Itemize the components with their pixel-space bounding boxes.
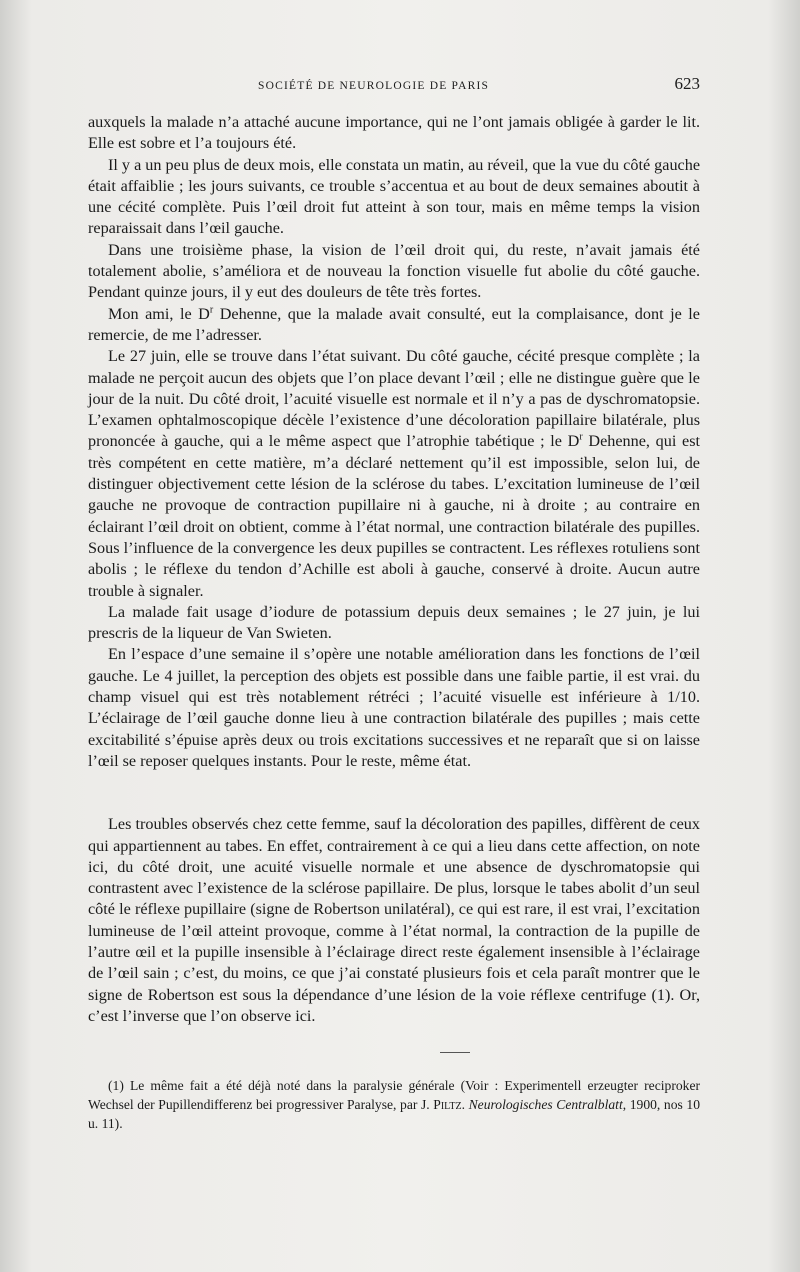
paragraph-5-part-b: Dehenne, qui est très compétent en cette matière, m’a déclaré nettement qu’il est impossible, selon lui, de distinguer objectivement cette lésion de la sclérose du tabes. L’excitation lumineuse de l’œil gauche ne provoque de contraction pupillaire ni à gauche, ni à droite ; au contraire en éclairant l’œil droit on obtient, comme à l’état normal, une contraction bilatérale des pupilles. Sous l’influence de la convergence les deux pupilles se contractent. Les réflexes rotuliens sont abolis ; le réflexe du tendon d’Achille est aboli à gauche, conservé à droite. Aucun autre trouble à signaler. [88,432,700,600]
footnote-text-c: , 1900, nos 10 u. 11). [88,1097,700,1131]
footnote-journal: Neurologisches Centralblatt [468,1097,623,1112]
running-head: SOCIÉTÉ DE NEUROLOGIE DE PARIS [258,80,490,92]
footnote-author: Piltz [433,1097,462,1112]
body-text [88,112,700,1027]
paragraph-3: Dans une troisième phase, la vision de l’œil droit qui, du reste, n’avait jamais été totalement abolie, s’améliora et de nouveau la fonction visuelle fut abolie du côté gauche. Pendant quinze jours, il y eut des douleurs de tête très fortes. [88,240,700,302]
section-break [88,772,700,814]
paragraph-1: auxquels la malade n’a attaché aucune importance, qui ne l’ont jamais obligée à garder le lit. Elle est sobre et l’a toujours été. [88,113,700,153]
paragraph-4 [88,304,700,347]
paragraph-5-part-a: Le 27 juin, elle se trouve dans l’état suivant. Du côté gauche, cécité presque complète ; la malade ne perçoit aucun des objets que l’on place devant l’œil ; elle ne distingue guère que le jour de la nuit. Du côté droit, l’acuité visuelle est normale et il n’y a pas de dyschromatopsie. L’examen ophtalmoscopique décèle l’existence d’une décoloration papillaire bilatérale, plus prononcée à gauche, qui a le même aspect que l’atrophie tabétique ; le D [88,347,700,451]
footnote-divider [440,1052,470,1053]
footnote-text-b: . [461,1097,469,1112]
page-header [88,74,700,100]
paragraph-4-part-b: Dehenne, que la malade avait consulté, eut la complaisance, dont je le remercie, de me l’adresser. [88,304,700,344]
paragraph-4-superscript: r [209,304,214,316]
footnote [88,1076,700,1133]
paragraph-4-part-a: Mon ami, le D [108,304,210,323]
page-number: 623 [674,74,700,93]
paragraph-2: Il y a un peu plus de deux mois, elle constata un matin, au réveil, que la vue du côté gauche était affaiblie ; les jours suivants, ce trouble s’accentua et au bout de deux semaines aboutit à une cécité complète. Puis l’œil droit fut atteint à son tour, mais en même temps la vision reparaissait dans l’œil gauche. [88,155,701,238]
paragraph-5-superscript: r [579,432,583,444]
paragraph-8: Les troubles observés chez cette femme, sauf la décoloration des papilles, diffèrent de ceux qui appartiennent au tabes. En effet, contrairement à ce qui a lieu dans cette affection, on note ici, du côté droit, une acuité visuelle normale et une absence de dyschromatopsie qui contrastent avec l’existence de la sclérose papillaire. De plus, lorsque le tabes abolit d’un seul côté le réflexe pupillaire (signe de Robertson unilatéral), ce qui est rare, il est vrai, l’excitation lumineuse de l’œil atteint provoque, comme à l’état normal, la contraction de la pupille de l’autre œil et la pupille insensible à l’éclairage direct reste également insensible à l’éclairage de l’œil sain ; c’est, du moins, ce que j’ai constaté plusieurs fois et cela paraît montrer que le signe de Robertson est sous la dépendance d’une lésion de la voie réflexe centrifuge (1). Or, c’est l’inverse que l’on observe ici. [88,815,700,1025]
paragraph-5 [88,346,700,602]
paragraph-7: En l’espace d’une semaine il s’opère une notable amélioration dans les fonctions de l’œil gauche. Le 4 juillet, la perception des objets est possible dans une faible partie, il est vrai. du champ visuel qui est très notablement rétréci ; l’acuité visuelle est inférieure à 1/10. L’éclairage de l’œil gauche donne lieu à une contraction bilatérale des pupilles ; mais cette excitabilité s’épuise après deux ou trois excitations successives et ne reparaît que si on laisse l’œil se reposer quelques instants. Pour le reste, même état. [88,645,700,770]
paragraph-6: La malade fait usage d’iodure de potassium depuis deux semaines ; le 27 juin, je lui prescris de la liqueur de Van Swieten. [88,602,700,643]
footnote-text-a: (1) Le même fait a été déjà noté dans la paralysie générale (Voir : Experimentell erzeugter reciproker Wechsel der Pupillendifferenz bei progressiver Paralyse, par J. [88,1078,700,1112]
